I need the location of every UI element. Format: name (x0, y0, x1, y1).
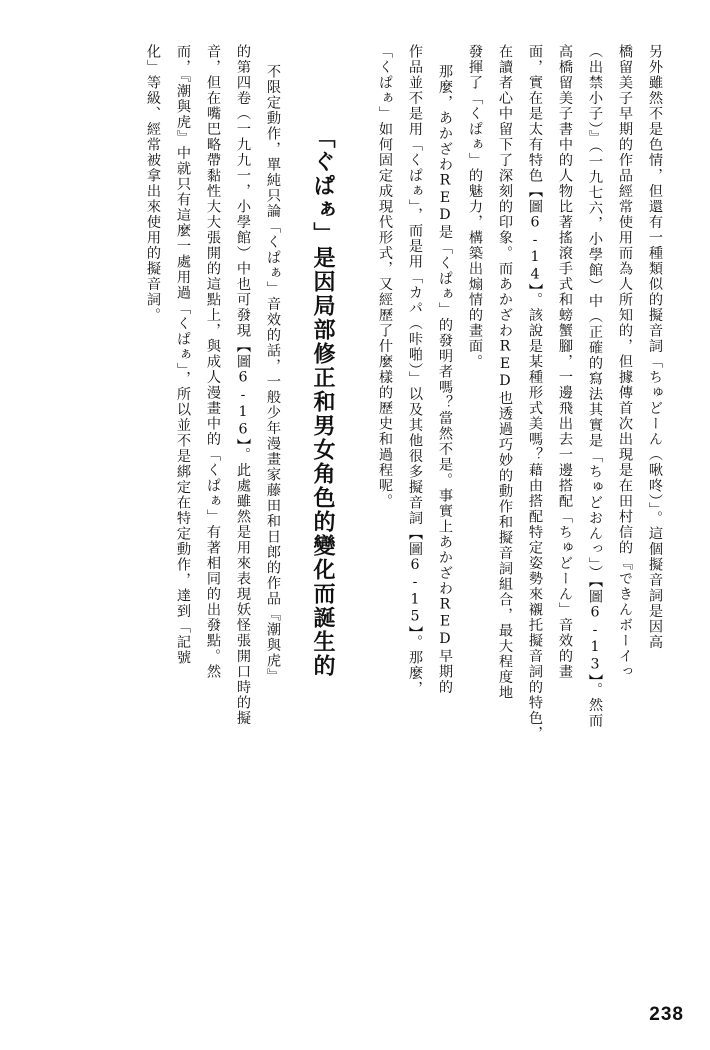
body-column: 面，實在是太有特色【圖6-14】。該說是某種形式美嗎？藉由搭配特定姿勢來襯托擬音詞的特色， (527, 44, 543, 742)
section-heading: 「ぐぱぁ」是因局部修正和男女角色的變化而誕生的 (310, 126, 336, 678)
body-column: 不限定動作，單純只論「くぱぁ」音效的話，一般少年漫畫家藤田和日郎的作品『潮與虎』 (265, 64, 281, 684)
column-gap (340, 44, 370, 974)
page-number: 238 (649, 1004, 684, 1025)
body-column: 橋留美子早期的作品經常使用而為人所知的，但據傳首次出現是在田村信的『できんボーイっ (617, 44, 633, 680)
body-column: （出禁小子）』（一九七六，小學館）中（正確的寫法其實是「ちゅどおんっ」）【圖6-13】。然而 (587, 44, 603, 729)
body-column: 高橋留美子書中的人物比著搖滾手式和螃蟹腳，一邊飛出去一邊搭配「ちゅどーん」音效的畫 (557, 44, 573, 680)
body-column: 音，但在嘴巴略帶黏性大大張開的這點上，與成人漫畫中的「くぱぁ」有著相同的出發點。然 (205, 44, 221, 680)
body-column: 而，『潮與虎』中就只有這麼一處用過「くぱぁ」，所以並不是綁定在特定動作，達到「記號 (175, 44, 191, 666)
column-gap (288, 44, 306, 974)
body-column: 那麼，あかざわRED是「くぱぁ」的發明者嗎？當然不是。事實上あかざわRED早期的 (437, 64, 453, 695)
vertical-text-body (40, 44, 670, 974)
body-column: 「くぱぁ」如何固定成現代形式，又經歷了什麼樣的歷史和過程呢。 (377, 44, 393, 509)
body-column: 化」等級、經常被拿出來使用的擬音詞。 (145, 44, 161, 323)
body-column: 發揮了「くぱぁ」的魅力，構築出煽情的畫面。 (467, 44, 483, 370)
body-column: 的第四卷（一九九一，小學館）中也可發現【圖6-16】。此處雖然是用來表現妖怪張開口時的擬 (235, 44, 251, 727)
body-column: 在讀者心中留下了深刻的印象。而あかざわRED也透過巧妙的動作和擬音詞組合，最大程度地 (497, 44, 513, 701)
body-column: 另外雖然不是色情，但還有一種類似的擬音詞「ちゅどーん（啾咚）」。這個擬音詞是因高 (647, 44, 663, 650)
body-column: 作品並不是用「くぱぁ」，而是用「カパ（咔啪）」以及其他很多擬音詞【圖6-15】。那麼， (407, 44, 423, 697)
